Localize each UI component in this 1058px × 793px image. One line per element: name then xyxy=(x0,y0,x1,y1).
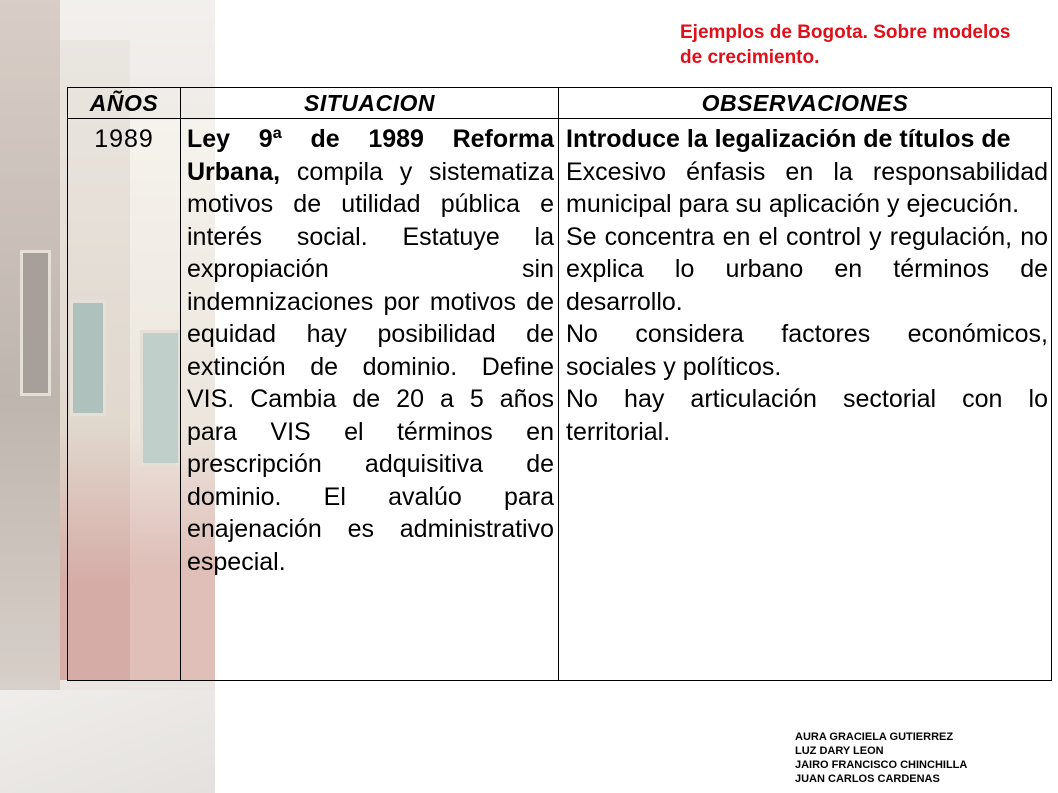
authors-list xyxy=(795,730,967,786)
slide-title: Ejemplos de Bogota. Sobre modelos de crecimiento. xyxy=(680,22,1011,68)
street-ground xyxy=(0,690,215,793)
author-name: JUAN CARLOS CARDENAS xyxy=(795,773,940,785)
observation-item: No considera factores económicos, sociales y políticos. xyxy=(566,320,1048,381)
header-years: AÑOS xyxy=(68,88,181,119)
header-observations: OBSERVACIONES xyxy=(559,88,1052,119)
situation-bold-text: Ley 9ª de 1989 Reforma Urbana, xyxy=(187,125,554,186)
header-situation: SITUACION xyxy=(181,88,559,119)
cell-observations xyxy=(559,119,1052,681)
content-table xyxy=(67,87,1052,681)
author-name: AURA GRACIELA GUTIERREZ xyxy=(795,731,954,743)
observation-item: No hay articulación sectorial con lo territorial. xyxy=(566,385,1048,446)
observation-item: Introduce la legalización de títulos de xyxy=(566,125,1011,153)
observation-item: Se concentra en el control y regulación, no explica lo urbano en términos de desarrollo. xyxy=(566,222,1048,316)
situation-text: compila y sistematiza motivos de utilidad pública e interés social. Estatuye la expropiación sin indemnizaciones por motivos de equidad hay posibilidad de extinción de dominio. Define VIS. Cambia de 20 a 5 años para VIS el términos en prescripción adquisitiva de dominio. El avalúo para enajenación es administrativo especial. xyxy=(187,157,554,576)
building-facade xyxy=(0,0,60,793)
author-name: JAIRO FRANCISCO CHINCHILLA xyxy=(795,759,968,771)
table-header-row xyxy=(68,88,1052,119)
cell-situation xyxy=(181,119,559,681)
cell-year: 1989 xyxy=(68,119,181,681)
table-row xyxy=(68,119,1052,681)
observation-item: Excesivo énfasis en la responsabilidad municipal para su aplicación y ejecución. xyxy=(566,157,1048,218)
author-name: LUZ DARY LEON xyxy=(795,745,884,757)
window-shape xyxy=(20,250,51,396)
